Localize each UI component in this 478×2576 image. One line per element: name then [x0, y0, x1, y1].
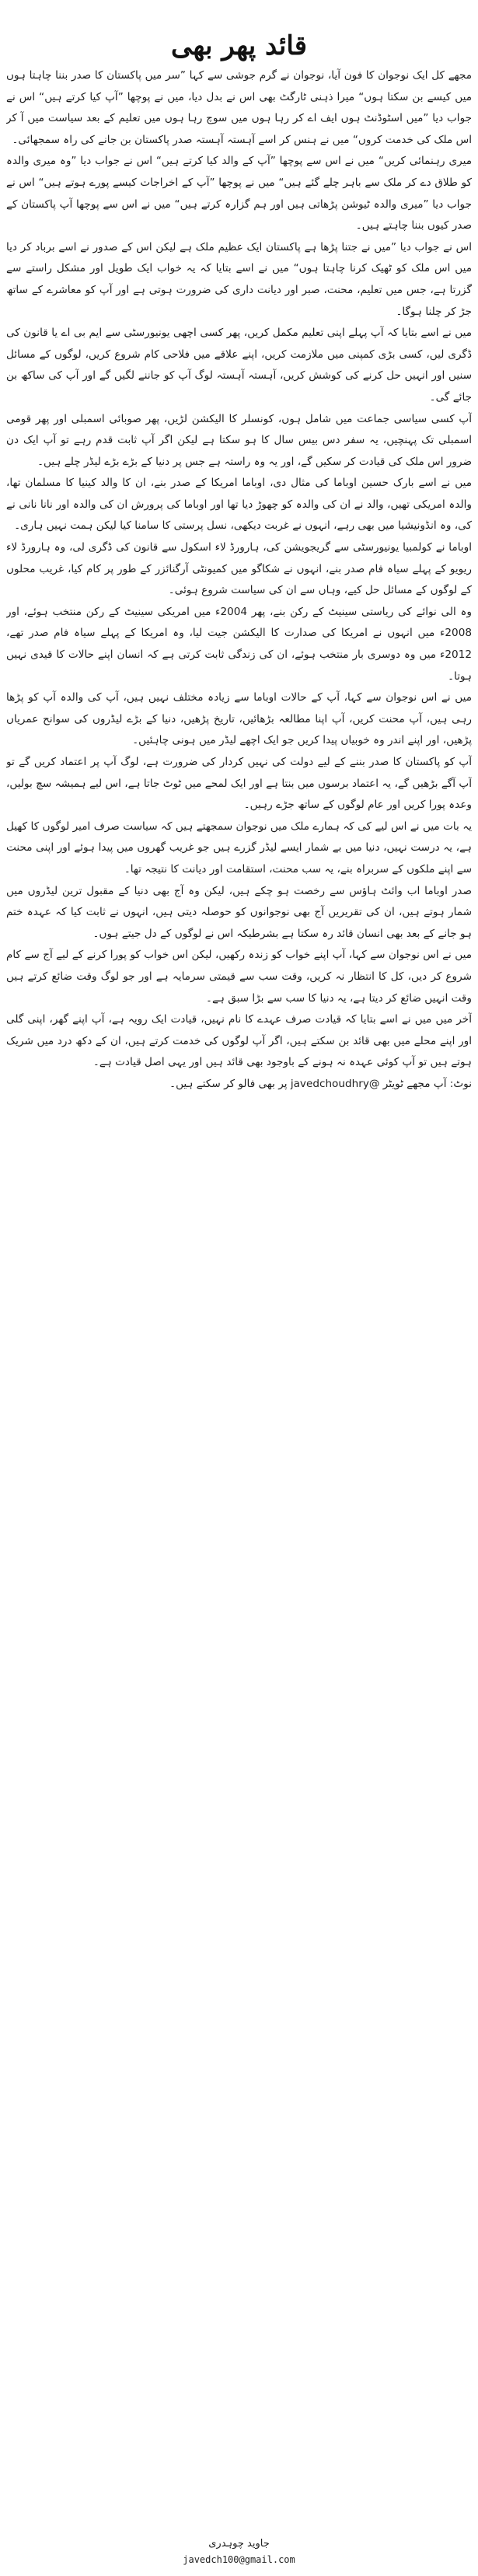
paragraph: میں نے اس نوجوان سے کہا، آپ کے حالات اوباما سے زیادہ مختلف نہیں ہیں، آپ کی والدہ آپ کو پڑھا رہی ہیں، آپ محنت کریں، آپ اپنا مطالعہ بڑھائیں، تاریخ پڑھیں، دنیا کے بڑے لیڈروں کی سوانح عمریاں پڑھیں، اور اپنے اندر وہ خوبیاں پیدا کریں جو ایک اچھے لیڈر میں ہونی چاہئیں۔: [6, 691, 472, 747]
paragraph: اس نے جواب دیا ”میں نے جتنا پڑھا ہے پاکستان ایک عظیم ملک ہے لیکن اس کے صدور نے اسے برباد کر دیا میں اس ملک کو ٹھیک کرنا چاہتا ہوں“ میں نے اسے بتایا کہ یہ خواب ایک طویل اور مشکل راستے سے گزرتا ہے، جس میں تعلیم، محنت، صبر اور دیانت داری کی ضرورت ہوتی ہے اور آپ کو معاشرے کے ساتھ جڑ کر چلنا ہوگا۔: [6, 240, 472, 318]
column-note: نوٹ: آپ مجھے ٹویٹر @javedchoudhry پر بھی فالو کر سکتے ہیں۔: [169, 1077, 472, 1090]
paragraph: اوباما نے کولمبیا یونیورسٹی سے گریجویشن کی، ہارورڈ لاء اسکول سے قانون کی ڈگری لی، وہ ہارورڈ لاء ریویو کے پہلے سیاہ فام صدر بنے، انہوں نے شکاگو میں کمیونٹی آرگنائزر کے طور پر کام کیا، غریب محلوں کے لوگوں کے مسائل حل کیے، وہاں سے ان کی سیاست شروع ہوئی۔: [6, 541, 472, 597]
paragraph: مجھے کل ایک نوجوان کا فون آیا، نوجوان نے گرم جوشی سے کہا ”سر میں پاکستان کا صدر بننا چاہتا ہوں میں کیسے بن سکتا ہوں“ میرا ذہنی ٹارگٹ بھی اس نے بدل دیا، میں نے پوچھا ”آپ کیا کرتے ہیں“ اس نے جواب دیا ”میں اسٹوڈنٹ ہوں ایف اے کر رہا ہوں میں سوچ رہا ہوں میں تعلیم کے بعد سیاست میں آ کر اس ملک کی خدمت کروں“ میں نے ہنس کر اسے آہستہ آہستہ صدر پاکستان بن جانے کی راہ سمجھائی۔: [6, 69, 472, 146]
paragraph: میں نے اسے بارک حسین اوباما کی مثال دی، اوباما امریکا کے صدر بنے، ان کا والد کینیا کا مسلمان تھا، والدہ امریکی تھیں، والد نے ان کی والدہ کو چھوڑ دیا تھا اور اوباما کی پرورش ان کی والدہ اور نانا نانی نے کی، وہ انڈونیشیا میں بھی رہے، انہوں نے غربت دیکھی، نسل پرستی کا سامنا کیا لیکن ہمت نہیں ہاری۔: [6, 477, 472, 533]
author-name: جاوید چوہدری: [208, 2538, 270, 2550]
paragraph: یہ بات میں نے اس لیے کی کہ ہمارے ملک میں نوجوان سمجھتے ہیں کہ سیاست صرف امیر لوگوں کا کھیل ہے، یہ درست نہیں، دنیا میں بے شمار ایسے لیڈر گزرے ہیں جو غریب گھروں میں پیدا ہوئے اور اپنی محنت سے اپنے ملکوں کے سربراہ بنے، یہ سب محنت، استقامت اور دیانت کا نتیجہ تھا۔: [6, 820, 472, 876]
author-email[interactable]: javedch100@gmail.com: [183, 2554, 295, 2565]
paragraph: آپ کسی سیاسی جماعت میں شامل ہوں، کونسلر کا الیکشن لڑیں، پھر صوبائی اسمبلی اور پھر قومی اسمبلی تک پہنچیں، یہ سفر دس بیس سال کا ہو سکتا ہے لیکن اگر آپ ثابت قدم رہے تو آپ ایک دن ضرور اس ملک کی قیادت کر سکیں گے، اور یہ وہ راستہ ہے جس پر دنیا کے بڑے بڑے لیڈر چلے ہیں۔: [6, 412, 472, 468]
column-title: قائد پھر بھی: [171, 30, 307, 61]
author-block: [0, 2536, 478, 2567]
paragraph: آخر میں میں نے اسے بتایا کہ قیادت صرف عہدے کا نام نہیں، قیادت ایک رویہ ہے، آپ اپنے گھر، اپنی گلی اور اپنے محلے میں بھی قائد بن سکتے ہیں، اگر آپ لوگوں کی خدمت کرتے ہیں، ان کے دکھ درد میں شریک ہوتے ہیں تو آپ کوئی عہدہ نہ ہونے کے باوجود بھی قائد ہیں اور یہی اصل قیادت ہے۔: [6, 1013, 472, 1069]
paragraph: میری رہنمائی کریں“ میں نے اس سے پوچھا ”آپ کے والد کیا کرتے ہیں“ اس نے جواب دیا ”وہ میری والدہ کو طلاق دے کر ملک سے باہر چلے گئے ہیں“ میں نے پوچھا ”آپ کے اخراجات کیسے پورے ہوتے ہیں“ اس نے جواب دیا ”میری والدہ ٹیوشن پڑھاتی ہیں اور ہم گزارہ کرتے ہیں“ میں نے اس سے پوچھا آپ پاکستان کے صدر کیوں بننا چاہتے ہیں۔: [6, 155, 472, 232]
paragraph: آپ کو پاکستان کا صدر بننے کے لیے دولت کی نہیں کردار کی ضرورت ہے، لوگ آپ پر اعتماد کریں گے تو آپ آگے بڑھیں گے، یہ اعتماد برسوں میں بنتا ہے اور ایک لمحے میں ٹوٹ جاتا ہے، اس لیے ہمیشہ سچ بولیں، وعدہ پورا کریں اور عام لوگوں کے ساتھ جڑے رہیں۔: [6, 756, 472, 812]
paragraph: صدر اوباما اب وائٹ ہاؤس سے رخصت ہو چکے ہیں، لیکن وہ آج بھی دنیا کے مقبول ترین لیڈروں میں شمار ہوتے ہیں، ان کی تقریریں آج بھی نوجوانوں کو حوصلہ دیتی ہیں، انہوں نے ثابت کیا کہ عہدہ ختم ہو جانے کے بعد بھی انسان قائد رہ سکتا ہے بشرطیکہ اس نے لوگوں کے دل جیتے ہوں۔: [6, 884, 472, 940]
paragraph: میں نے اسے بتایا کہ آپ پہلے اپنی تعلیم مکمل کریں، پھر کسی اچھی یونیورسٹی سے ایم بی اے یا قانون کی ڈگری لیں، کسی بڑی کمپنی میں ملازمت کریں، اپنے علاقے میں فلاحی کام شروع کریں، لوگوں کے مسائل سنیں اور انہیں حل کرنے کی کوشش کریں، آہستہ آہستہ لوگ آپ کو جاننے لگیں گے اور آپ کی ساکھ بن جائے گی۔: [6, 327, 472, 404]
column-body: [6, 65, 472, 2532]
paragraph: وہ الی نوائے کی ریاستی سینیٹ کے رکن بنے، پھر 2004ء میں امریکی سینیٹ کے رکن منتخب ہوئے، اور 2008ء میں انہوں نے امریکا کی صدارت کا الیکشن جیت لیا، وہ امریکا کے پہلے سیاہ فام صدر تھے، 2012ء میں وہ دوسری بار منتخب ہوئے، ان کی زندگی ثابت کرتی ہے کہ انسان اپنے حالات کا قیدی نہیں ہوتا۔: [6, 605, 472, 683]
paragraph: میں نے اس نوجوان سے کہا، آپ اپنے خواب کو زندہ رکھیں، لیکن اس خواب کو پورا کرنے کے لیے آج سے کام شروع کر دیں، کل کا انتظار نہ کریں، وقت سب سے قیمتی سرمایہ ہے اور جو لوگ وقت ضائع کرتے ہیں وقت انہیں ضائع کر دیتا ہے، یہ دنیا کا سب سے بڑا سبق ہے۔: [6, 949, 472, 1005]
